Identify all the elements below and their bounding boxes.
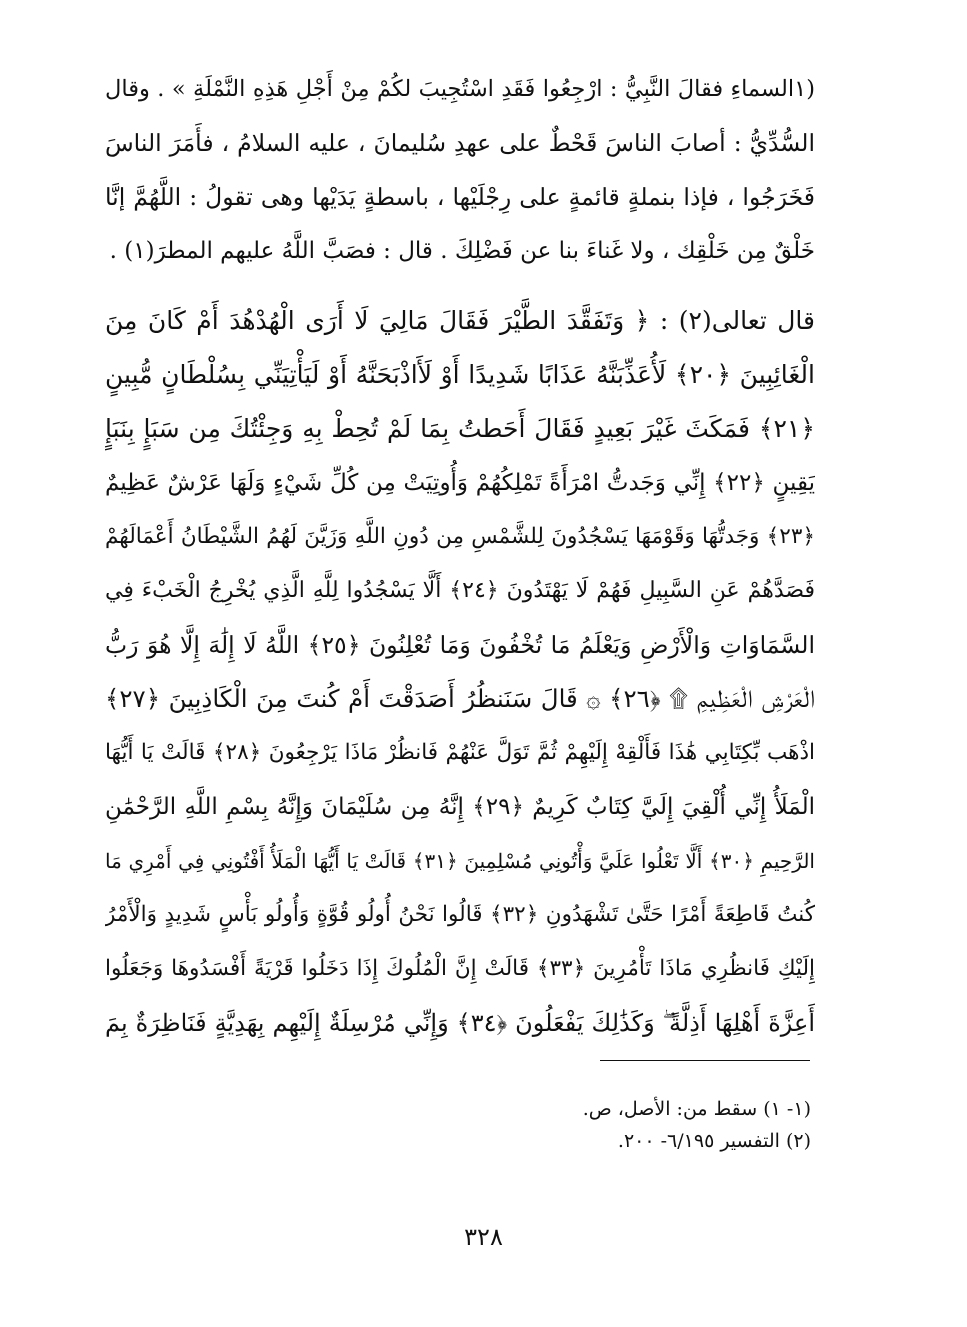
- text-line: يَقِينٍ ﴿٢٢﴾ إِنِّي وَجَدتُّ امْرَأَةً تَمْلِكُهُمْ وَأُوتِيَتْ مِن كُلِّ شَيْءٍ وَلَهَا عَرْشٌ عَظِيمٌ: [105, 470, 815, 496]
- text-line: (١السماءِ فقالَ النَّبِيُّ : ارْجِعُوا فَقَدِ اسْتُجِيبَ لكُمْ مِنْ أَجْلِ هَذِهِ النَّمْلَةِ » . وقال: [105, 76, 815, 102]
- text-line: ﴿٢٣﴾ وَجَدتُّهَا وَقَوْمَهَا يَسْجُدُونَ لِلشَّمْسِ مِن دُونِ اللَّهِ وَزَيَّنَ لَهُمُ الشَّيْطَانُ أَعْمَالَهُمْ: [105, 524, 815, 549]
- page-number: ٣٢٨: [464, 1223, 503, 1251]
- text-line: خَلْقٌ مِن خَلْقِك ، ولا غَناءَ بنا عن فَضْلِكَ . قال : فصَبَّ اللَّهُ عليهم المطرَ(١) .: [109, 238, 815, 264]
- text-line: ﴿٢١﴾ فَمَكَثَ غَيْرَ بَعِيدٍ فَقَالَ أَحَطتُ بِمَا لَمْ تُحِطْ بِهِ وَجِئْتُكَ مِن سَبَإٍ بِنَبَإٍ: [105, 414, 815, 443]
- text-line: الرَّحِيمِ ﴿٣٠﴾ أَلَّا تَعْلُوا عَلَيَّ وَأْتُونِي مُسْلِمِينَ ﴿٣١﴾ قَالَتْ يَا أَيُّهَا الْمَلَأُ أَفْتُونِي فِي أَمْرِي مَا: [105, 849, 815, 873]
- text-line: فَخَرَجُوا ، فإذا بنملةٍ قائمةٍ على رِجْلَيْها ، باسطةٍ يَدَيْها وهى تقولُ : اللَّهُمَّ إنَّا: [105, 183, 815, 211]
- footnote-1: (١- ١) سقط من: الأصل، ص.: [582, 1098, 811, 1120]
- footnote-2: (٢) التفسير ٦/١٩٥- ٢٠٠.: [617, 1130, 811, 1152]
- text-line: قال تعالى(٢) : ﴿ وَتَفَقَّدَ الطَّيْرَ فَقَالَ مَالِيَ لَا أَرَى الْهُدْهُدَ أَمْ كَانَ مِنَ: [105, 306, 815, 335]
- text-line: كُنتُ قَاطِعَةً أَمْرًا حَتَّىٰ تَشْهَدُونِ ﴿٣٢﴾ قَالُوا نَحْنُ أُولُو قُوَّةٍ وَأُولُو بَأْسٍ شَدِيدٍ وَالْأَمْرُ: [105, 902, 815, 927]
- text-line: إِلَيْكِ فَانظُرِي مَاذَا تَأْمُرِينَ ﴿٣٣﴾ قَالَتْ إِنَّ الْمُلُوكَ إِذَا دَخَلُوا قَرْيَةً أَفْسَدُوهَا وَجَعَلُوا: [105, 956, 815, 981]
- main-text: [105, 62, 815, 1050]
- text-line: الْعَرْشِ الْعَظِيمِ ۩ ﴿٢٦﴾ ۞ قَالَ سَنَنظُرُ أَصَدَقْتَ أَمْ كُنتَ مِنَ الْكَاذِبِينَ ﴿٢٧﴾: [105, 684, 815, 713]
- paragraph-quran-verses: [105, 294, 815, 1050]
- text-line: السَّمَاوَاتِ وَالْأَرْضِ وَيَعْلَمُ مَا تُخْفُونَ وَمَا تُعْلِنُونَ ﴿٢٥﴾ اللَّهُ لَا إِلَٰهَ إِلَّا هُوَ رَبُّ: [105, 631, 815, 659]
- footnote-divider: [600, 1060, 810, 1061]
- text-line: السُّدِّيُّ : أصابَ الناسَ قَحْطٌ على عهدِ سُليمانَ ، عليه السلامُ ، فأَمَرَ الناسَ: [105, 129, 815, 157]
- footnotes: [105, 1093, 811, 1157]
- text-line: أَعِزَّةَ أَهْلِهَا أَذِلَّةً ۖ وَكَذَٰلِكَ يَفْعَلُونَ ﴿٣٤﴾ وَإِنِّي مُرْسِلَةٌ إِلَيْهِم بِهَدِيَّةٍ فَنَاظِرَةٌ بِمَ: [105, 1009, 815, 1037]
- text-line: الْمَلَأُ إِنِّي أُلْقِيَ إِلَيَّ كِتَابٌ كَرِيمٌ ﴿٢٩﴾ إِنَّهُ مِن سُلَيْمَانَ وَإِنَّهُ بِسْمِ اللَّهِ الرَّحْمَٰنِ: [105, 794, 815, 820]
- text-line: فَصَدَّهُمْ عَنِ السَّبِيلِ فَهُمْ لَا يَهْتَدُونَ ﴿٢٤﴾ أَلَّا يَسْجُدُوا لِلَّهِ الَّذِي يُخْرِجُ الْخَبْءَ فِي: [105, 578, 815, 603]
- text-line: اذْهَب بِّكِتَابِي هَٰذَا فَأَلْقِهْ إِلَيْهِمْ ثُمَّ تَوَلَّ عَنْهُمْ فَانظُرْ مَاذَا يَرْجِعُونَ ﴿٢٨﴾ قَالَتْ يَا أَيُّهَا: [105, 740, 815, 765]
- paragraph-spacer: [105, 278, 815, 294]
- paragraph-commentary: [105, 62, 815, 278]
- text-line: الْغَائِبِينَ ﴿٢٠﴾ لَأُعَذِّبَنَّهُ عَذَابًا شَدِيدًا أَوْ لَأَاذْبَحَنَّهُ أَوْ لَيَأْتِيَنِّي بِسُلْطَانٍ مُّبِينٍ: [105, 360, 815, 389]
